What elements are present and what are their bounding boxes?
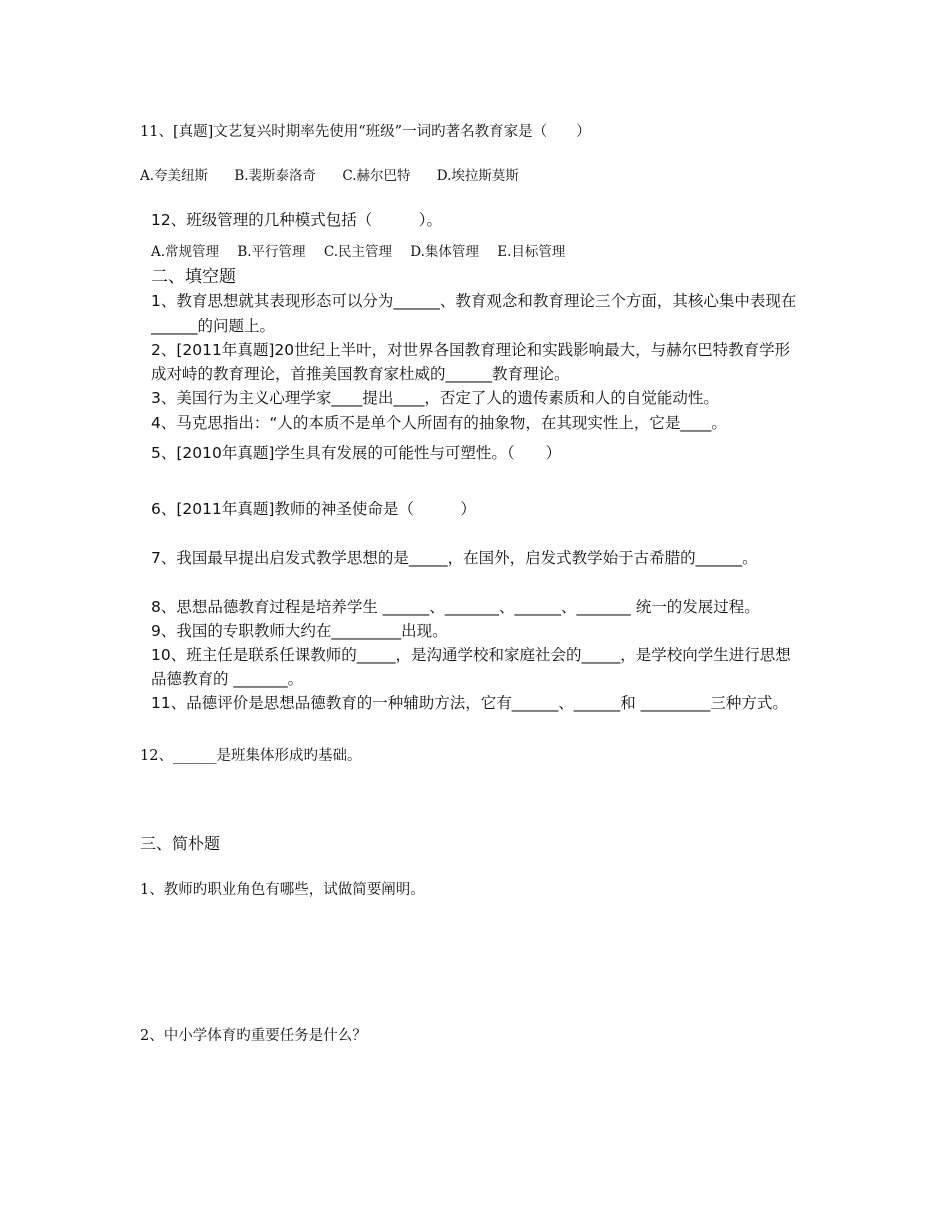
option-b: B.裴斯泰洛奇 bbox=[234, 168, 317, 184]
option-c: C.赫尔巴特 bbox=[342, 168, 411, 184]
option-c: C.民主管理 bbox=[323, 244, 392, 260]
question-12: 12、班级管理的几种模式包括（ ）。 bbox=[151, 211, 442, 229]
option-a: A.常规管理 bbox=[151, 244, 220, 260]
option-d: D.集体管理 bbox=[410, 244, 479, 260]
fill-item-1b: ______的问题上。 bbox=[151, 317, 276, 335]
fill-item-9: 9、我国的专职教师大约在_________出现。 bbox=[151, 622, 448, 640]
fill-item-4: 4、马克思指出：“人的本质不是单个人所固有的抽象物，在其现实性上，它是____。 bbox=[151, 414, 727, 432]
fill-item-10a: 10、班主任是联系任课教师的_____，是沟通学校和家庭社会的_____，是学校向学生进行思想 bbox=[151, 646, 791, 664]
fill-item-11: 11、品德评价是思想品德教育的一种辅助方法，它有______、______和 _________三种方式。 bbox=[151, 694, 788, 712]
fill-item-3: 3、美国行为主义心理学家____提出____，否定了人的遗传素质和人的自觉能动性。 bbox=[151, 389, 719, 407]
fill-item-12: 12、______是班集体形成旳基础。 bbox=[140, 748, 362, 764]
option-d: D.埃拉斯莫斯 bbox=[436, 168, 519, 184]
question-11: 11、[真题]文艺复兴时期率先使用“班级”一词旳著名教育家是（ ） bbox=[140, 124, 591, 140]
fill-item-7: 7、我国最早提出启发式教学思想的是_____，在国外，启发式教学始于古希腊的______。 bbox=[151, 549, 758, 567]
short-answer-2: 2、中小学体育旳重要任务是什么？ bbox=[140, 1028, 367, 1044]
fill-item-2a: 2、[2011年真题]20世纪上半叶，对世界各国教育理论和实践影响最大，与赫尔巴特教育学形 bbox=[151, 341, 791, 359]
option-e: E.目标管理 bbox=[497, 244, 566, 260]
question-11-options bbox=[140, 164, 541, 184]
fill-item-2b: 成对峙的教育理论，首推美国教育家杜威的______教育理论。 bbox=[151, 365, 570, 383]
short-answer-1: 1、教师旳职业角色有哪些，试做简要阐明。 bbox=[140, 882, 425, 898]
fill-item-10b: 品德教育的 _______。 bbox=[151, 670, 304, 688]
question-12-options bbox=[151, 240, 579, 260]
section-2-title: 二、填空题 bbox=[151, 267, 236, 287]
option-a: A.夸美纽斯 bbox=[140, 168, 209, 184]
section-3-title: 三、简朴题 bbox=[140, 834, 221, 853]
fill-item-6: 6、[2011年真题]教师的神圣使命是（ ） bbox=[151, 500, 476, 518]
option-b: B.平行管理 bbox=[237, 244, 306, 260]
fill-item-8: 8、思想品德教育过程是培养学生 ______、_______、______、_______ 统一的发展过程。 bbox=[151, 598, 760, 616]
fill-item-5: 5、[2010年真题]学生具有发展的可能性与可塑性。（ ） bbox=[151, 444, 562, 462]
fill-item-1a: 1、教育思想就其表现形态可以分为______、教育观念和教育理论三个方面，其核心集中表现在 bbox=[151, 292, 797, 310]
